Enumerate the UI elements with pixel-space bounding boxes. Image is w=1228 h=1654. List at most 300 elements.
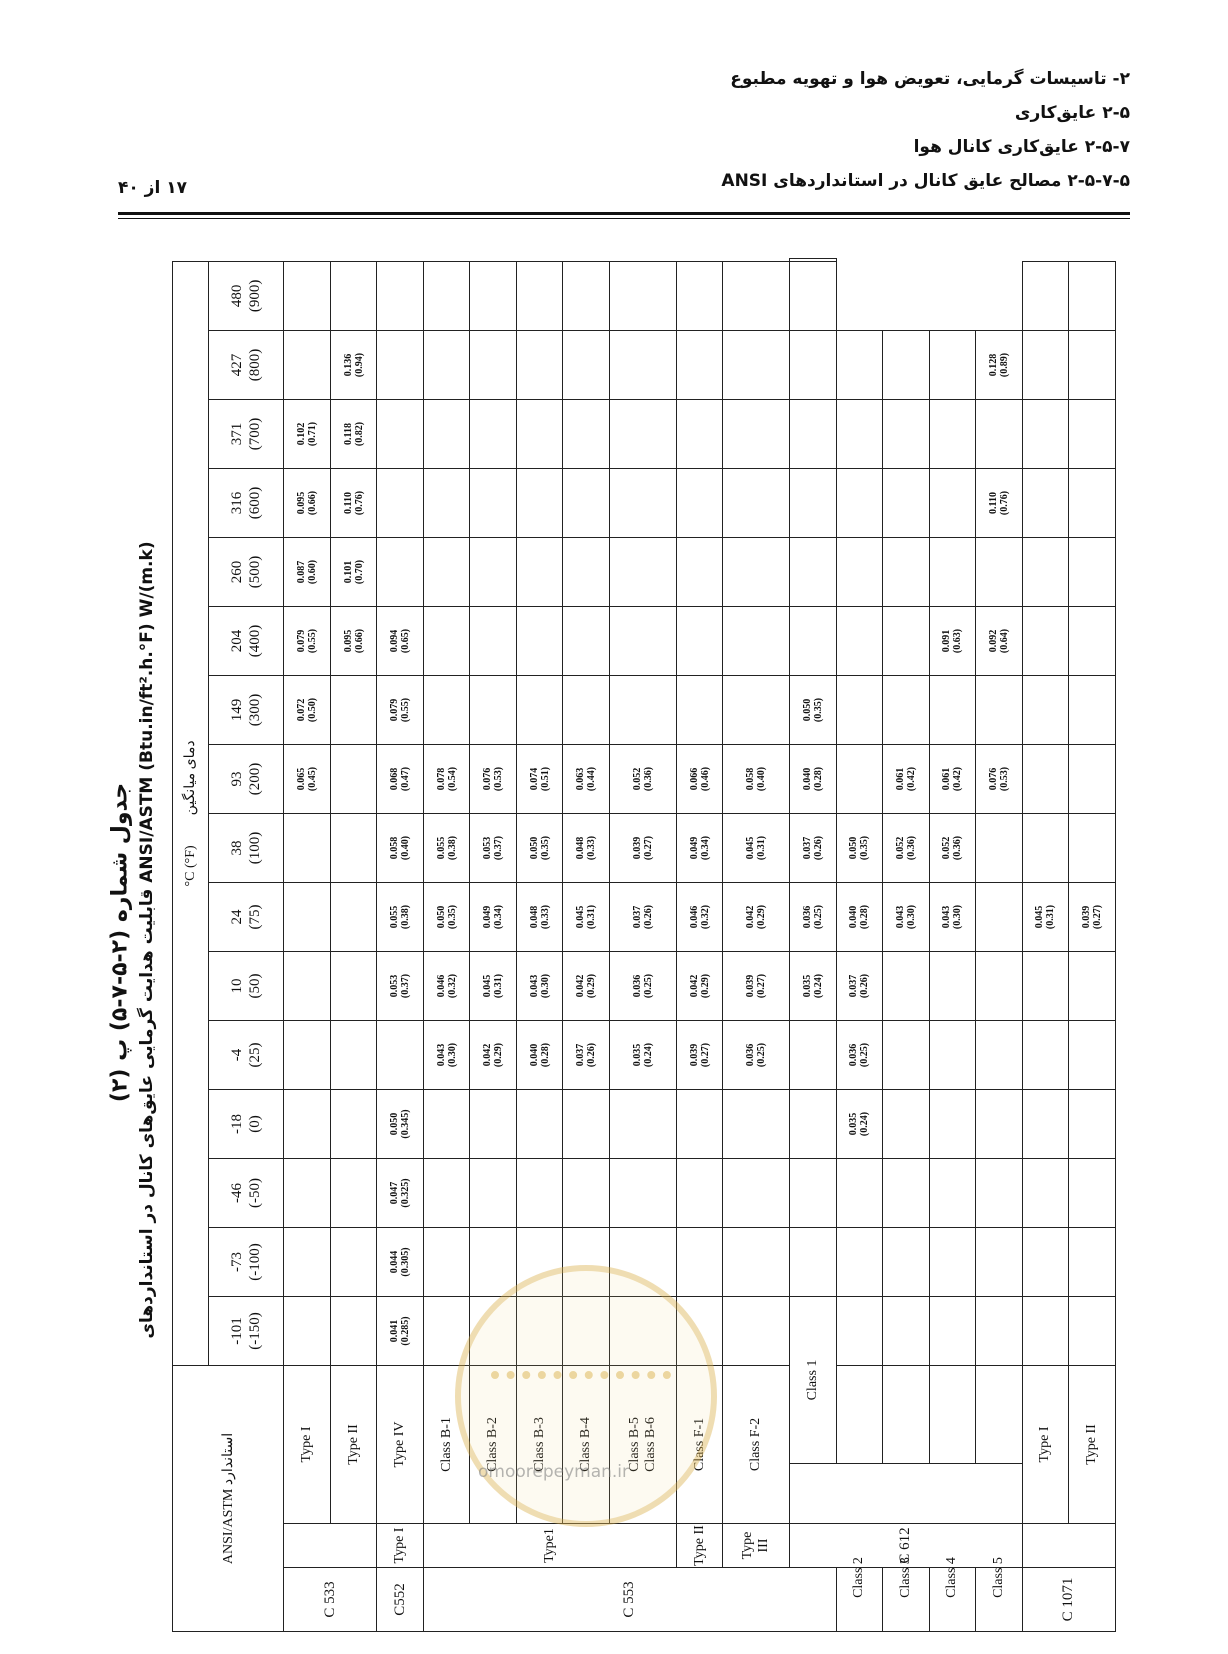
row-label: Type II: [1069, 1365, 1116, 1523]
row-label: Type I: [1022, 1365, 1069, 1523]
table-row: [976, 259, 1023, 1632]
value-cell: [676, 813, 723, 882]
table-row: [1022, 259, 1069, 1632]
value-cell: [330, 813, 377, 882]
value-cell: [883, 675, 930, 744]
value-imperial: (0.32): [699, 904, 711, 930]
temp-header: [209, 330, 284, 399]
value-cell: [470, 468, 517, 537]
value-cell: [284, 261, 331, 330]
value-cell: [976, 813, 1023, 882]
temp-fahrenheit: (-50): [247, 1177, 264, 1208]
value-cell: [284, 882, 331, 951]
sub-type1: Type1: [423, 1524, 676, 1568]
value-cell: [1069, 675, 1116, 744]
value-cell: [563, 1089, 610, 1158]
value-cell: [676, 1227, 723, 1296]
header-line-4: ۲-۵-۷-۵ مصالح عایق کانال در استانداردهای ANSI: [721, 171, 1130, 191]
value-cell: [723, 882, 790, 951]
value-cell: [976, 951, 1023, 1020]
value-cell: [377, 1020, 424, 1089]
temp-unit-header: [173, 261, 209, 1365]
temp-header: [209, 1089, 284, 1158]
value-cell: [516, 744, 563, 813]
value-si: 0.037: [801, 836, 813, 860]
value-cell: [1069, 882, 1116, 951]
value-cell: [976, 1089, 1023, 1158]
temp-fahrenheit: (500): [247, 555, 264, 589]
value-cell: [284, 606, 331, 675]
value-imperial: (0.38): [446, 835, 458, 861]
value-cell: [836, 1158, 883, 1227]
value-cell: [330, 951, 377, 1020]
header-line-3: ۲-۵-۷ عایق‌کاری کانال هوا: [913, 137, 1130, 157]
value-cell: [836, 813, 883, 882]
value-imperial: (0.30): [539, 973, 551, 999]
value-si: 0.076: [482, 767, 494, 791]
value-si: 0.043: [894, 905, 906, 929]
value-si: 0.055: [435, 836, 447, 860]
value-cell: [330, 882, 377, 951]
value-cell: [610, 261, 677, 330]
value-si: 0.046: [435, 974, 447, 998]
value-cell: [563, 675, 610, 744]
row-label: Class 4: [929, 1524, 976, 1632]
value-cell: [929, 468, 976, 537]
value-cell: [883, 951, 930, 1020]
value-cell: [423, 1227, 470, 1296]
sub-blank: [1022, 1524, 1115, 1568]
value-cell: [377, 399, 424, 468]
table-row: [836, 259, 883, 1632]
value-si: 0.050: [848, 836, 860, 860]
table-row: [377, 259, 424, 1632]
value-si: 0.039: [745, 974, 757, 998]
value-imperial: (0.51): [539, 766, 551, 792]
value-si: 0.079: [296, 629, 308, 653]
value-cell: [516, 399, 563, 468]
row-label: Class B-4: [563, 1365, 610, 1523]
row-label: Class 5: [976, 1524, 1023, 1632]
value-cell: [836, 1089, 883, 1158]
value-cell: [1069, 606, 1116, 675]
value-si: 0.048: [528, 905, 540, 929]
value-cell: [470, 261, 517, 330]
temp-fahrenheit: (75): [247, 904, 264, 930]
temp-fahrenheit: (0): [247, 1115, 264, 1133]
value-cell: [1022, 399, 1069, 468]
group-c553: C 553: [423, 1568, 836, 1632]
value-cell: [883, 744, 930, 813]
value-cell: [563, 606, 610, 675]
value-si: 0.045: [482, 974, 494, 998]
value-cell: [423, 261, 470, 330]
value-cell: [377, 330, 424, 399]
value-cell: [470, 537, 517, 606]
value-cell: [790, 1158, 837, 1227]
value-si: 0.039: [631, 836, 643, 860]
value-si: 0.037: [631, 905, 643, 929]
value-cell: [790, 675, 837, 744]
temp-header: [209, 468, 284, 537]
value-cell: [377, 813, 424, 882]
value-imperial: (0.24): [812, 973, 824, 999]
temp-fahrenheit: (600): [247, 486, 264, 520]
value-cell: [1022, 744, 1069, 813]
row-label: Class 2: [836, 1524, 883, 1632]
value-cell: [929, 1089, 976, 1158]
table-row: [284, 259, 331, 1632]
row-label: Class B-1: [423, 1365, 470, 1523]
value-cell: [1022, 1089, 1069, 1158]
header-line-1: ۲- تاسیسات گرمایی، تعویض هوا و تهویه مطبوع: [730, 69, 1130, 89]
value-cell: [790, 261, 837, 330]
temp-header: [209, 261, 284, 330]
value-imperial: (0.27): [642, 835, 654, 861]
value-cell: [610, 606, 677, 675]
value-cell: [423, 606, 470, 675]
value-cell: [284, 537, 331, 606]
temp-celsius: 38: [229, 840, 246, 856]
value-cell: [610, 1020, 677, 1089]
value-cell: [929, 1158, 976, 1227]
sub-blank: [284, 1524, 377, 1568]
value-cell: [563, 261, 610, 330]
value-cell: [929, 675, 976, 744]
value-cell: [723, 675, 790, 744]
value-cell: [1069, 1158, 1116, 1227]
watermark-gear-icon: [491, 1371, 671, 1469]
temp-header: [209, 1227, 284, 1296]
temp-header: [209, 606, 284, 675]
temp-celsius: -4: [229, 1048, 246, 1062]
value-imperial: (0.30): [952, 904, 964, 930]
value-cell: [836, 1020, 883, 1089]
value-si: 0.047: [389, 1181, 401, 1205]
value-cell: [1022, 606, 1069, 675]
value-cell: [836, 951, 883, 1020]
value-cell: [470, 330, 517, 399]
value-cell: [563, 399, 610, 468]
value-cell: [423, 882, 470, 951]
value-cell: [883, 606, 930, 675]
value-cell: [836, 744, 883, 813]
row-label: Type I: [284, 1365, 331, 1523]
value-cell: [676, 1089, 723, 1158]
value-cell: [676, 399, 723, 468]
value-cell: [563, 951, 610, 1020]
value-cell: [377, 468, 424, 537]
table-row: [790, 259, 837, 1632]
table-row: [723, 259, 790, 1632]
value-si: 0.043: [435, 1043, 447, 1067]
value-cell: [470, 951, 517, 1020]
value-imperial: (0.76): [353, 490, 365, 516]
value-cell: [723, 261, 790, 330]
value-imperial: (0.35): [446, 904, 458, 930]
value-cell: [883, 1227, 930, 1296]
value-si: 0.045: [745, 836, 757, 860]
row-label: Class 3: [883, 1524, 930, 1632]
value-si: 0.058: [745, 767, 757, 791]
value-imperial: (0.31): [1045, 904, 1057, 930]
value-cell: [929, 882, 976, 951]
value-si: 0.049: [688, 836, 700, 860]
value-si: 0.049: [482, 905, 494, 929]
table-row: [330, 259, 377, 1632]
value-si: 0.055: [389, 905, 401, 929]
value-cell: [470, 399, 517, 468]
value-si: 0.074: [528, 767, 540, 791]
table-row: [1069, 259, 1116, 1632]
temp-fahrenheit: (25): [247, 1042, 264, 1068]
value-cell: [610, 744, 677, 813]
value-cell: [330, 537, 377, 606]
value-cell: [610, 468, 677, 537]
value-cell: [723, 1227, 790, 1296]
value-cell: [470, 675, 517, 744]
value-cell: [423, 399, 470, 468]
row-label: Class F-1: [676, 1365, 723, 1523]
value-imperial: (0.36): [905, 835, 917, 861]
value-cell: [976, 1158, 1023, 1227]
value-si: 0.110: [342, 492, 354, 514]
value-cell: [330, 1227, 377, 1296]
value-cell: [790, 1020, 837, 1089]
value-cell: [836, 399, 883, 468]
value-cell: [723, 606, 790, 675]
value-cell: [976, 882, 1023, 951]
value-cell: [1069, 537, 1116, 606]
sub-type2: Type II: [676, 1524, 723, 1568]
value-cell: [330, 675, 377, 744]
value-cell: [723, 1020, 790, 1089]
value-cell: [284, 675, 331, 744]
value-cell: [563, 813, 610, 882]
value-imperial: (0.53): [998, 766, 1010, 792]
value-cell: [610, 1158, 677, 1227]
temp-header: [209, 951, 284, 1020]
value-cell: [1022, 675, 1069, 744]
value-si: 0.092: [987, 629, 999, 653]
value-cell: [516, 330, 563, 399]
table-row: [929, 259, 976, 1632]
temp-celsius: -101: [229, 1317, 246, 1345]
temp-celsius: 371: [229, 422, 246, 446]
temp-header: [209, 1296, 284, 1365]
value-imperial: (0.76): [998, 490, 1010, 516]
value-cell: [610, 537, 677, 606]
value-cell: [516, 951, 563, 1020]
value-si: 0.035: [631, 1043, 643, 1067]
value-cell: [883, 882, 930, 951]
value-cell: [1069, 261, 1116, 330]
value-cell: [676, 606, 723, 675]
temp-fahrenheit: (-150): [247, 1312, 264, 1350]
value-si: 0.110: [987, 492, 999, 514]
value-cell: [929, 606, 976, 675]
value-si: 0.095: [342, 629, 354, 653]
value-cell: [470, 1089, 517, 1158]
temp-celsius: 427: [229, 353, 246, 377]
row-label: Class F-2: [723, 1365, 790, 1523]
value-cell: [976, 1365, 1023, 1463]
value-cell: [330, 399, 377, 468]
value-imperial: (0.33): [586, 835, 598, 861]
temp-fahrenheit: (-100): [247, 1243, 264, 1281]
value-cell: [470, 1020, 517, 1089]
value-si: 0.039: [688, 1043, 700, 1067]
value-si: 0.068: [389, 767, 401, 791]
value-cell: [676, 882, 723, 951]
value-cell: [790, 399, 837, 468]
value-cell: [883, 330, 930, 399]
temp-fahrenheit: (50): [247, 973, 264, 999]
temp-header: [209, 882, 284, 951]
value-cell: [284, 468, 331, 537]
watermark-text: omoorepeyman.ir: [478, 1462, 630, 1482]
value-cell: [836, 606, 883, 675]
value-si: 0.087: [296, 560, 308, 584]
value-cell: [676, 468, 723, 537]
value-cell: [610, 399, 677, 468]
value-cell: [929, 951, 976, 1020]
temp-header: [209, 1158, 284, 1227]
value-cell: [330, 606, 377, 675]
value-imperial: (0.285): [400, 1316, 412, 1346]
value-cell: [423, 744, 470, 813]
value-cell: [610, 675, 677, 744]
temp-fahrenheit: (300): [247, 693, 264, 727]
value-cell: [929, 1227, 976, 1296]
temp-celsius: 10: [229, 978, 246, 994]
value-cell: [284, 330, 331, 399]
value-imperial: (0.63): [952, 628, 964, 654]
value-cell: [470, 744, 517, 813]
value-cell: [563, 330, 610, 399]
value-imperial: (0.55): [307, 628, 319, 654]
group-c612: C 612: [790, 1524, 1023, 1568]
value-cell: [976, 1296, 1023, 1365]
value-imperial: (0.42): [905, 766, 917, 792]
value-cell: [1069, 1227, 1116, 1296]
value-imperial: (0.89): [998, 352, 1010, 378]
value-imperial: (0.28): [812, 766, 824, 792]
value-cell: [610, 951, 677, 1020]
temp-unit-row: [173, 259, 209, 1632]
value-cell: [676, 261, 723, 330]
value-cell: [676, 951, 723, 1020]
value-imperial: (0.54): [446, 766, 458, 792]
value-cell: [976, 1020, 1023, 1089]
value-cell: [1069, 399, 1116, 468]
value-si: 0.058: [389, 836, 401, 860]
value-imperial: (0.26): [812, 835, 824, 861]
value-imperial: (0.30): [446, 1042, 458, 1068]
value-cell: [836, 882, 883, 951]
value-si: 0.094: [389, 629, 401, 653]
standard-caption: ANSI/ASTM استاندارد: [173, 1365, 284, 1631]
value-cell: [929, 813, 976, 882]
value-imperial: (0.36): [642, 766, 654, 792]
value-si: 0.039: [1081, 905, 1093, 929]
temp-celsius: -18: [229, 1113, 246, 1134]
value-cell: [423, 1089, 470, 1158]
temp-fahrenheit: (800): [247, 348, 264, 382]
value-imperial: (0.31): [586, 904, 598, 930]
temp-fahrenheit: (100): [247, 831, 264, 865]
temp-celsius: 204: [229, 629, 246, 653]
value-imperial: (0.26): [859, 973, 871, 999]
value-si: 0.036: [631, 974, 643, 998]
value-imperial: (0.32): [446, 973, 458, 999]
value-cell: [1022, 1020, 1069, 1089]
temp-header: [209, 537, 284, 606]
value-si: 0.066: [688, 767, 700, 791]
value-cell: [423, 813, 470, 882]
value-imperial: (0.29): [493, 1042, 505, 1068]
value-si: 0.040: [801, 767, 813, 791]
value-cell: [790, 537, 837, 606]
value-cell: [423, 468, 470, 537]
value-imperial: (0.47): [400, 766, 412, 792]
group-c1071: C 1071: [1022, 1568, 1115, 1632]
value-si: 0.052: [631, 767, 643, 791]
value-cell: [516, 606, 563, 675]
value-cell: [790, 951, 837, 1020]
temp-celsius: 260: [229, 560, 246, 584]
value-imperial: (0.29): [699, 973, 711, 999]
value-imperial: (0.35): [812, 697, 824, 723]
value-si: 0.043: [941, 905, 953, 929]
value-cell: [790, 606, 837, 675]
value-cell: [516, 1089, 563, 1158]
value-si: 0.043: [528, 974, 540, 998]
value-si: 0.045: [1034, 905, 1046, 929]
value-cell: [676, 675, 723, 744]
value-cell: [883, 399, 930, 468]
value-cell: [976, 606, 1023, 675]
value-cell: [563, 468, 610, 537]
value-cell: [676, 537, 723, 606]
value-cell: [610, 813, 677, 882]
temp-header: [209, 1020, 284, 1089]
value-cell: [470, 813, 517, 882]
value-imperial: (0.36): [952, 835, 964, 861]
value-si: 0.101: [342, 560, 354, 584]
value-imperial: (0.46): [699, 766, 711, 792]
value-imperial: (0.28): [539, 1042, 551, 1068]
value-imperial: (0.24): [642, 1042, 654, 1068]
group-c533: C 533: [284, 1568, 377, 1632]
value-cell: [929, 1296, 976, 1365]
value-imperial: (0.82): [353, 421, 365, 447]
table-subtitle: قابلیت هدایت گرمایی عایق‌های کانال در استانداردهای ANSI/ASTM (Btu.in/ft².h.°F) W/(m.k): [137, 541, 157, 1339]
temp-unit: °C (°F): [183, 845, 199, 887]
value-cell: [470, 606, 517, 675]
value-cell: [790, 744, 837, 813]
value-imperial: (0.31): [756, 835, 768, 861]
value-cell: [423, 675, 470, 744]
temp-header: [209, 399, 284, 468]
value-cell: [377, 951, 424, 1020]
value-cell: [516, 675, 563, 744]
value-imperial: (0.28): [859, 904, 871, 930]
value-cell: [790, 1227, 837, 1296]
temp-celsius: 93: [229, 771, 246, 787]
header-line-2: ۲-۵ عایق‌کاری: [1014, 103, 1130, 123]
value-si: 0.040: [528, 1043, 540, 1067]
